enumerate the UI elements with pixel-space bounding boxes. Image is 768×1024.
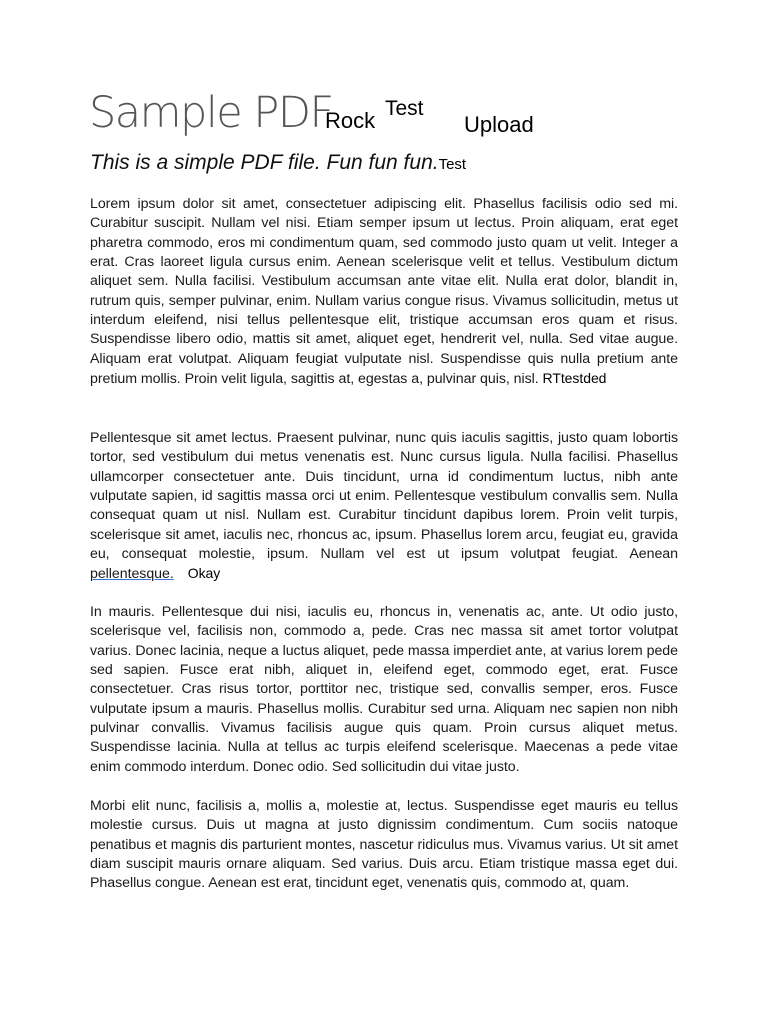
annotation-test-subtitle[interactable]: Test <box>438 156 467 173</box>
paragraph-1-text: Lorem ipsum dolor sit amet, consectetuer adipiscing elit. Phasellus facilisis odio sed mi. Curabitur suscipit. Nullam vel nisi. Etiam semper ipsum ut lectus. Proin aliquam, erat eget pharetra commodo, eros mi condimentum quam, sed commodo justo quam ut velit. Integer a erat. Cras laoreet ligula cursus enim. Aenean scelerisque velit et tellus. Vestibulum dictum aliquet sem. Nulla facilisi. Vestibulum accumsan ante vitae elit. Nulla erat dolor, blandit in, rutrum quis, semper pulvinar, enim. Nullam varius congue risus. Vivamus sollicitudin, metus ut interdum eleifend, nisi tellus pellentesque elit, tristique accumsan eros quam et risus. Suspendisse libero odio, mattis sit amet, aliquet eget, hendrerit vel, nulla. Sed vitae augue. Aliquam erat volutpat. Aliquam feugiat vulputate nisl. Suspendisse quis nulla pretium ante pretium mollis. Proin velit ligula, sagittis at, egestas a, pulvinar quis, nisl. <box>90 196 678 388</box>
annotation-rock[interactable]: Rock <box>325 108 376 133</box>
paragraph-3 <box>90 603 678 777</box>
paragraph-1 <box>90 195 678 389</box>
paragraph-4 <box>90 797 678 894</box>
document-subtitle <box>90 150 466 175</box>
paragraph-2-text: Pellentesque sit amet lectus. Praesent pulvinar, nunc quis iaculis sagittis, justo quam lobortis tortor, sed vestibulum dui metus venenatis est. Nunc cursus ligula. Nulla facilisi. Phasellus ullamcorper consectetuer ante. Duis tincidunt, urna id condimentum luctus, nibh ante vulputate sapien, id sagittis massa orci ut enim. Pellentesque vestibulum convallis sem. Nulla consequat quam ut nisl. Nullam est. Curabitur tincidunt dapibus lorem. Proin velit turpis, scelerisque sit amet, iaculis nec, rhoncus ac, ipsum. Phasellus lorem arcu, feugiat eu, gravida eu, consequat molestie, ipsum. Nullam vel est ut ipsum volutpat feugiat. Aenean <box>90 430 678 563</box>
subtitle-text: This is a simple PDF file. Fun fun fun. <box>90 151 439 174</box>
annotation-rttestded[interactable]: RTtestded <box>542 370 607 387</box>
paragraph-2 <box>90 429 678 585</box>
annotation-test-top[interactable]: Test <box>385 97 424 120</box>
paragraph-3-text: In mauris. Pellentesque dui nisi, iaculis eu, rhoncus in, venenatis ac, ante. Ut odio justo, scelerisque vel, facilisis non, commodo a, pede. Cras nec massa sit amet tortor volutpat varius. Donec lacinia, neque a luctus aliquet, pede massa imperdiet ante, at varius lorem pede sed sapien. Fusce erat nibh, aliquet in, eleifend eget, commodo eget, erat. Fusce consectetuer. Cras risus tortor, porttitor nec, tristique sed, convallis semper, eros. Fusce vulputate ipsum a mauris. Phasellus mollis. Curabitur sed urna. Aliquam nec sapien non nibh pulvinar convallis. Vivamus facilisis augue quis quam. Proin cursus aliquet metus. Suspendisse lacinia. Nulla at tellus ac turpis eleifend scelerisque. Maecenas a pede vitae enim commodo interdum. Donec odio. Sed sollicitudin dui vitae justo. <box>90 604 678 775</box>
annotation-okay[interactable]: Okay <box>187 565 221 582</box>
paragraph-4-text: Morbi elit nunc, facilisis a, mollis a, molestie at, lectus. Suspendisse eget mauris eu tellus molestie cursus. Duis ut magna at justo dignissim condimentum. Cum sociis natoque penatibus et magnis dis parturient montes, nascetur ridiculus mus. Vivamus varius. Ut sit amet diam suscipit mauris ornare aliquam. Sed varius. Duis arcu. Etiam tristique massa eget dui. Phasellus congue. Aenean est erat, tincidunt eget, venenatis quis, commodo at, quam. <box>90 798 678 892</box>
annotation-upload[interactable]: Upload <box>464 112 534 137</box>
document-title: Sample PDF <box>89 88 333 138</box>
pellentesque-link[interactable]: pellentesque. <box>90 566 174 583</box>
